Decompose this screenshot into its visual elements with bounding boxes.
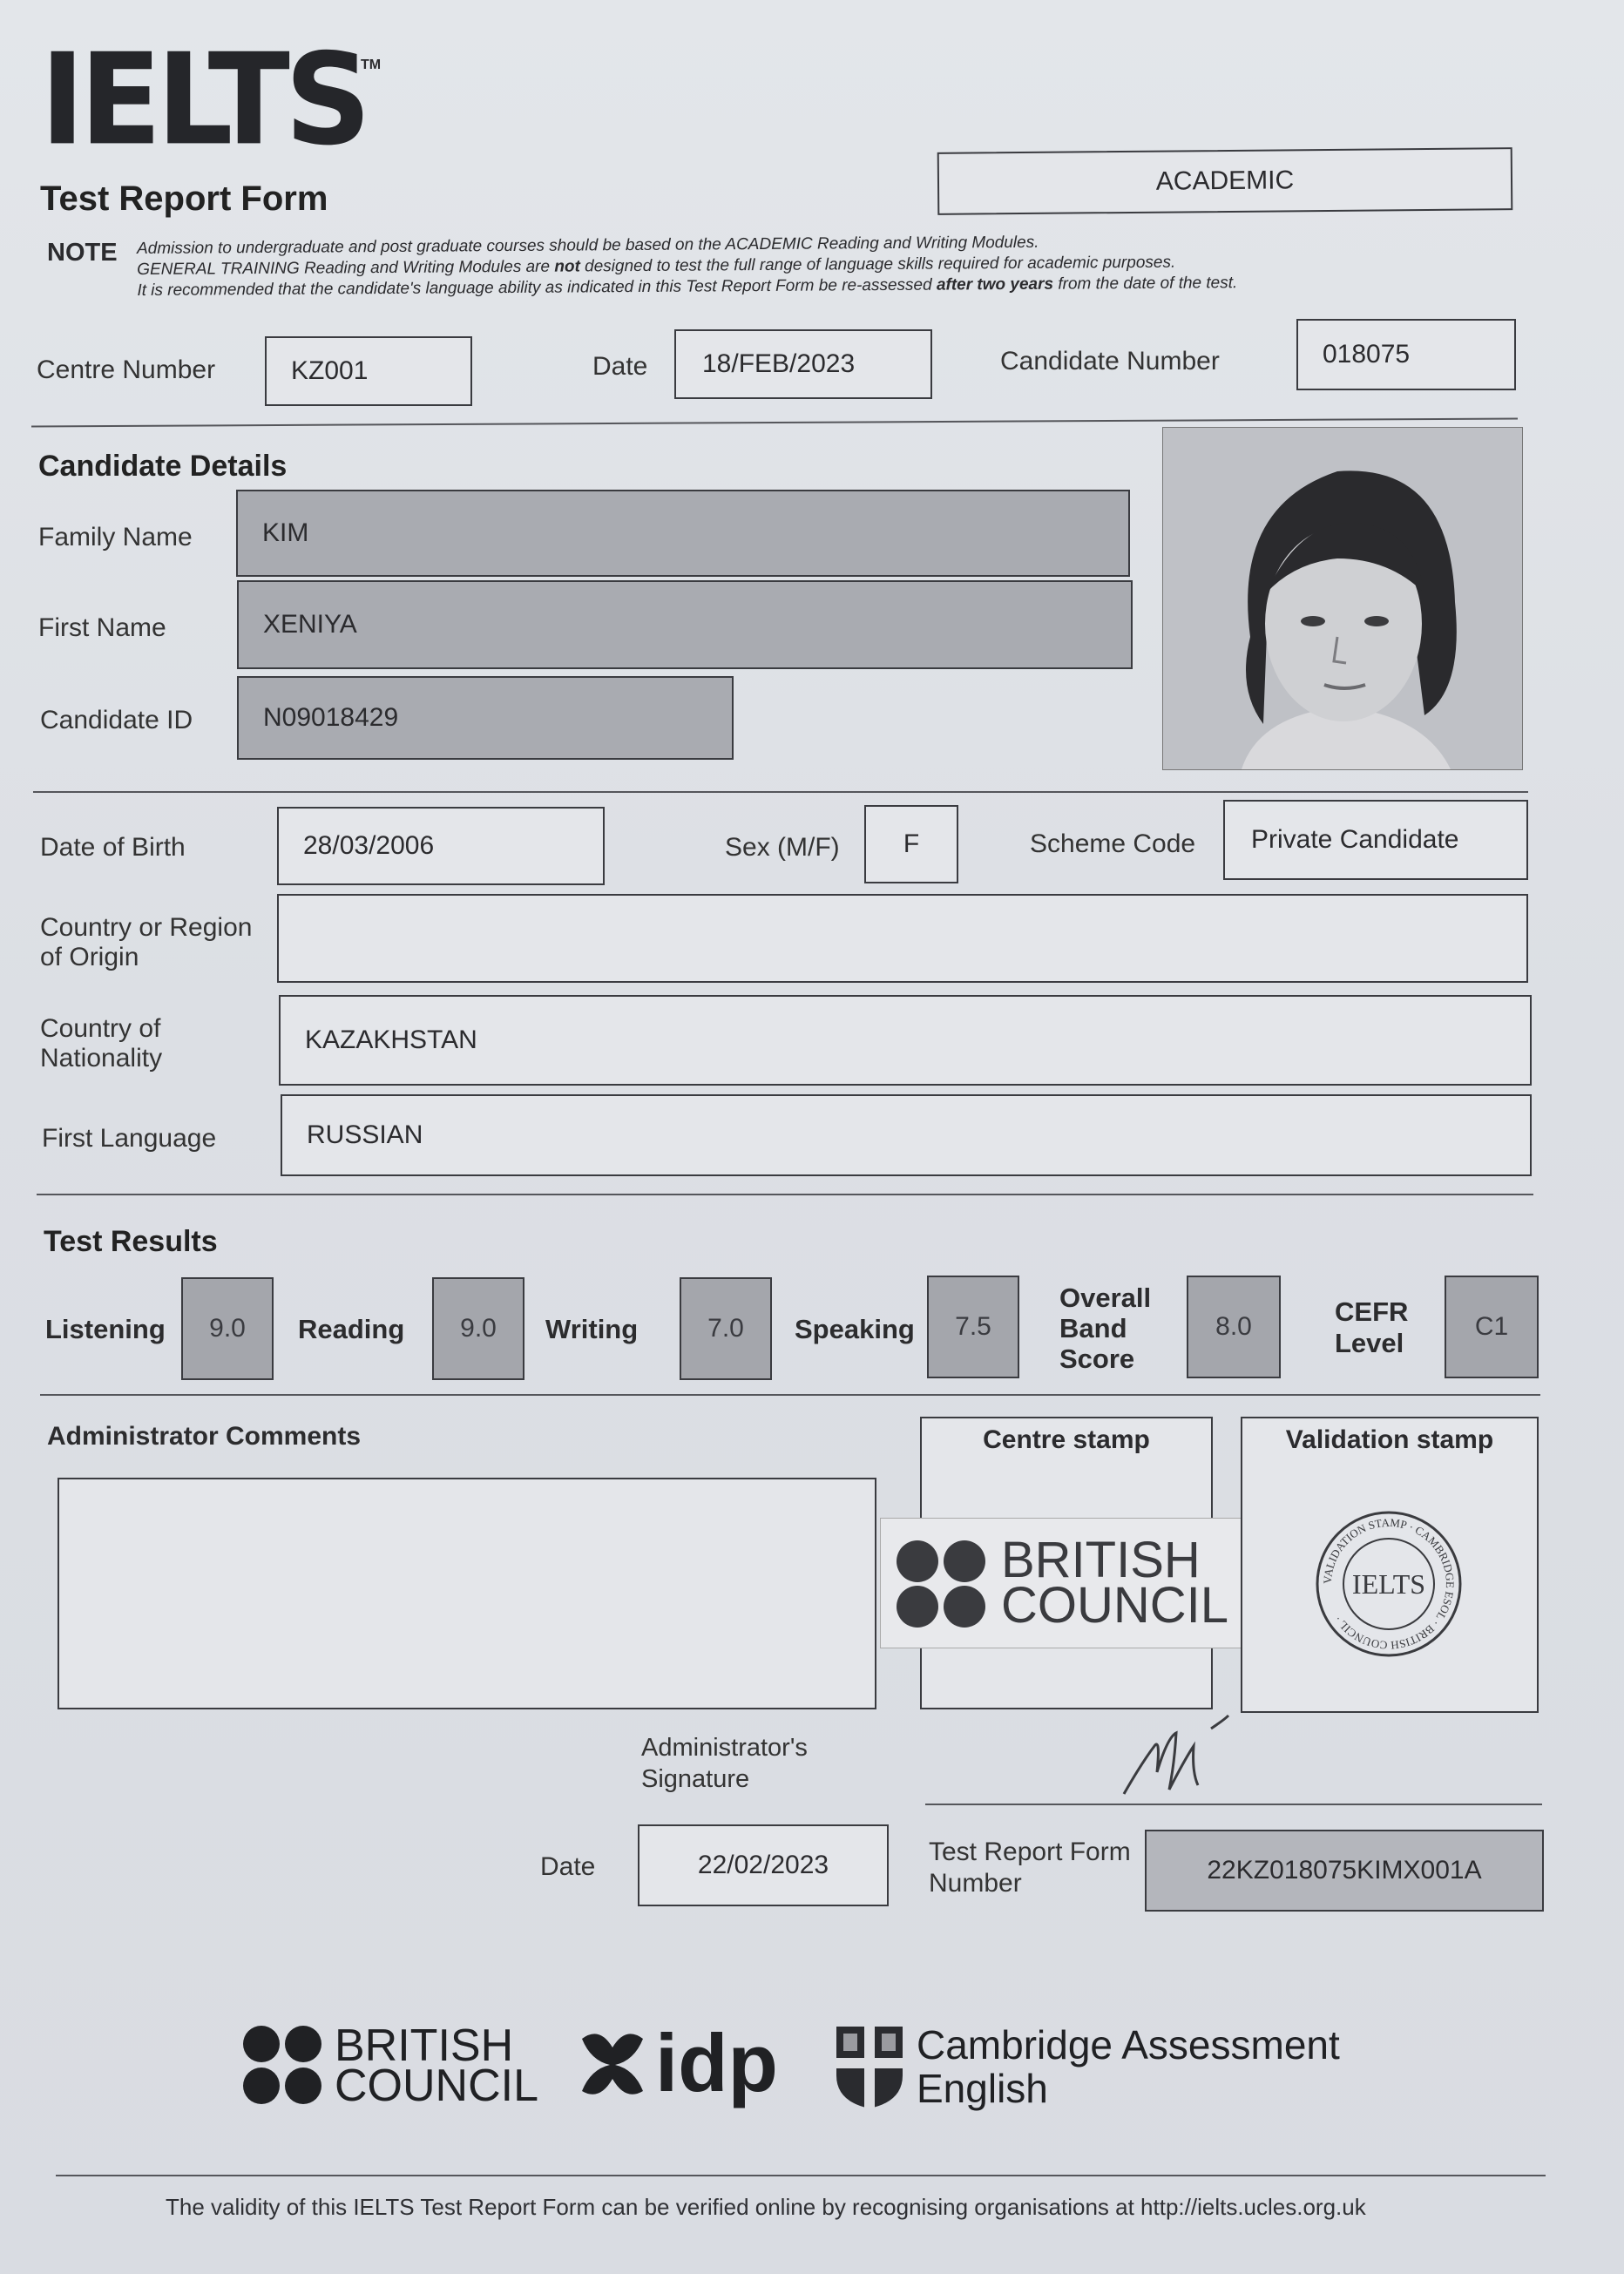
first-language-label: First Language	[42, 1124, 217, 1153]
first-name-field: XENIYA	[237, 580, 1133, 669]
validation-stamp-label: Validation stamp	[1285, 1425, 1494, 1454]
footer-divider	[56, 2175, 1546, 2176]
test-results-heading: Test Results	[44, 1225, 218, 1258]
divider	[37, 1194, 1533, 1195]
british-council-logo-icon	[242, 2025, 324, 2107]
british-council-logo-icon	[893, 1535, 998, 1631]
test-date-field: 18/FEB/2023	[674, 329, 932, 399]
sex-field: F	[864, 805, 958, 883]
listening-score: 9.0	[181, 1277, 274, 1380]
note-label: NOTE	[47, 239, 118, 267]
validation-stamp-box	[1241, 1417, 1539, 1713]
family-name-label: Family Name	[38, 523, 193, 552]
candidate-photo	[1162, 427, 1523, 770]
cambridge-footer-text: Cambridge Assessment English	[917, 2022, 1340, 2111]
validity-notice: The validity of this IELTS Test Report Form can be verified online by recognising organisations at http://ielts.ucles.org.uk	[166, 2194, 1366, 2220]
trf-number-label: Test Report Form Number	[929, 1837, 1131, 1898]
scheme-code-field: Private Candidate	[1223, 800, 1528, 880]
overall-band-label: Overall Band Score	[1059, 1283, 1152, 1374]
validation-seal-icon	[1310, 1506, 1467, 1662]
speaking-label: Speaking	[795, 1314, 915, 1344]
note-line-3: It is recommended that the candidate's language ability as indicated in this Test Report Form be re-assessed after two years from the date of the test.	[137, 274, 1238, 300]
issue-date-field: 22/02/2023	[638, 1824, 889, 1906]
writing-score: 7.0	[680, 1277, 772, 1380]
origin-field	[277, 894, 1528, 983]
signature-line	[925, 1804, 1542, 1805]
divider	[31, 418, 1518, 428]
trf-number-field: 22KZ018075KIMX001A	[1145, 1830, 1544, 1912]
family-name-field: KIM	[236, 490, 1130, 577]
dob-label: Date of Birth	[40, 833, 186, 862]
listening-label: Listening	[45, 1314, 166, 1344]
british-council-stamp	[880, 1518, 1242, 1648]
form-title: Test Report Form	[40, 179, 328, 218]
trademark-mark: TM	[361, 58, 382, 72]
admin-signature	[1106, 1711, 1263, 1807]
british-council-footer-text: BRITISH COUNCIL	[335, 2020, 539, 2111]
overall-band-score: 8.0	[1187, 1276, 1281, 1378]
admin-comments-box	[58, 1478, 876, 1709]
portrait-image	[1163, 428, 1522, 769]
reading-score: 9.0	[432, 1277, 524, 1380]
candidate-id-field: N09018429	[237, 676, 734, 760]
nationality-label: Country of Nationality	[40, 1014, 163, 1073]
idp-footer-text: idp	[655, 2017, 778, 2108]
svg-text:VALIDATION STAMP · CAMBRIDGE E: VALIDATION STAMP · CAMBRIDGE ESOL · BRITISH COUNCIL ·	[1320, 1515, 1458, 1653]
svg-text:IELTS: IELTS	[1351, 1568, 1426, 1600]
first-name-label: First Name	[38, 613, 166, 642]
date-label: Date	[592, 352, 648, 381]
sex-label: Sex (M/F)	[725, 833, 840, 862]
british-council-stamp-text: BRITISH COUNCIL	[1001, 1532, 1229, 1634]
candidate-number-field: 018075	[1296, 319, 1516, 390]
speaking-score: 7.5	[927, 1276, 1019, 1378]
british-council-footer-logo	[242, 2020, 539, 2111]
ielts-logo: IELTS	[40, 25, 367, 174]
centre-stamp-label: Centre stamp	[983, 1425, 1150, 1454]
reading-label: Reading	[298, 1314, 405, 1344]
cefr-level-value: C1	[1445, 1276, 1539, 1378]
note-line-1: Admission to undergraduate and post graduate courses should be based on the ACADEMIC Reading and Writing Modules.	[137, 233, 1039, 258]
centre-number-label: Centre Number	[37, 355, 216, 384]
note-text	[137, 230, 1444, 301]
cambridge-shield-icon	[833, 2023, 906, 2110]
module-box	[937, 147, 1513, 215]
candidate-details-heading: Candidate Details	[38, 450, 288, 483]
nationality-field: KAZAKHSTAN	[279, 995, 1532, 1086]
module-value: ACADEMIC	[1155, 166, 1295, 196]
origin-label: Country or Region of Origin	[40, 913, 253, 971]
idp-footer-logo	[573, 2017, 778, 2108]
note-line-2: GENERAL TRAINING Reading and Writing Modules are not designed to test the full range of language skills required for academic purposes.	[137, 253, 1176, 279]
admin-signature-label: Administrator's Signature	[641, 1734, 808, 1793]
writing-label: Writing	[545, 1314, 639, 1344]
candidate-number-label: Candidate Number	[1000, 347, 1220, 376]
issue-date-label: Date	[540, 1852, 596, 1881]
scheme-code-label: Scheme Code	[1030, 829, 1196, 858]
centre-number-field: KZ001	[265, 336, 472, 406]
dob-field: 28/03/2006	[277, 807, 605, 885]
candidate-id-label: Candidate ID	[40, 706, 193, 734]
idp-logo-icon	[573, 2021, 652, 2105]
cambridge-footer-logo	[833, 2023, 1340, 2110]
divider	[40, 1394, 1540, 1396]
admin-comments-label: Administrator Comments	[47, 1422, 362, 1451]
cefr-level-label: CEFR Level	[1335, 1296, 1409, 1358]
divider	[33, 791, 1528, 793]
first-language-field: RUSSIAN	[281, 1094, 1532, 1176]
